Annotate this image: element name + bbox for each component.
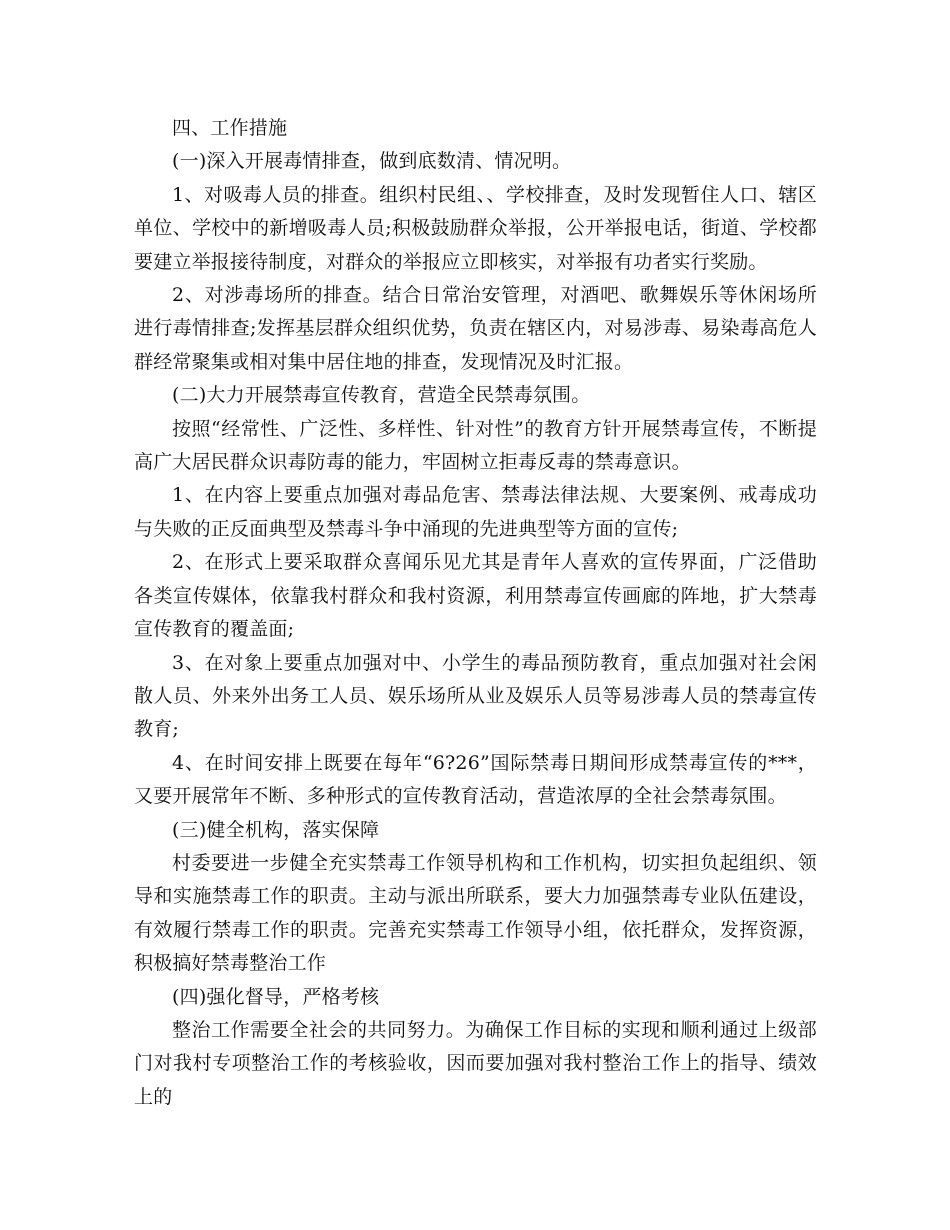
- subsection-heading: (二)大力开展禁毒宣传教育，营造全民禁毒氛围。: [172, 384, 591, 407]
- body-paragraph: 2、在形式上要采取群众喜闻乐见尤其是青年人喜欢的宣传界面，广泛借助各类宣传媒体，依靠我村群众和我村资源，利用禁毒宣传画廊的阵地，扩大禁毒宣传教育的覆盖面;: [134, 551, 817, 641]
- body-paragraph: 2、对涉毒场所的排查。结合日常治安管理，对酒吧、歌舞娱乐等休闲场所进行毒情排查;发挥基层群众组织优势，负责在辖区内，对易涉毒、易染毒高危人群经常聚集或相对集中居住地的排查，发现情况及时汇报。: [134, 284, 817, 373]
- body-paragraph: 3、在对象上要重点加强对中、小学生的毒品预防教育，重点加强对社会闲散人员、外来外出务工人员、娱乐场所从业及娱乐人员等易涉毒人员的禁毒宣传教育;: [134, 651, 817, 741]
- body-paragraph: 1、在内容上要重点加强对毒品危害、禁毒法律法规、大要案例、戒毒成功与失败的正反面典型及禁毒斗争中涌现的先进典型等方面的宣传;: [134, 484, 817, 540]
- body-paragraph: 4、在时间安排上既要在每年“6?26”国际禁毒日期间形成禁毒宣传的***，又要开展常年不断、多种形式的宣传教育活动，营造浓厚的全社会禁毒氛围。: [134, 751, 817, 808]
- document-body: [134, 112, 817, 1114]
- subsection-heading: (一)深入开展毒情排查，做到底数清、情况明。: [172, 150, 572, 173]
- subsection-heading: (三)健全机构，落实保障: [172, 818, 380, 841]
- body-paragraph: 整治工作需要全社会的共同努力。为确保工作目标的实现和顺利通过上级部门对我村专项整治工作的考核验收，因而要加强对我村整治工作上的指导、绩效上的: [134, 1018, 817, 1108]
- body-paragraph: 1、对吸毒人员的排查。组织村民组、、学校排查，及时发现暂住人口、辖区单位、学校中的新增吸毒人员;积极鼓励群众举报，公开举报电话，街道、学校都要建立举报接待制度，对群众的举报应立即核实，对举报有功者实行奖励。: [134, 183, 817, 273]
- body-paragraph: 按照“经常性、广泛性、多样性、针对性”的教育方针开展禁毒宣传，不断提高广大居民群众识毒防毒的能力，牢固树立拒毒反毒的禁毒意识。: [134, 417, 817, 474]
- body-paragraph: 村委要进一步健全充实禁毒工作领导机构和工作机构，切实担负起组织、领导和实施禁毒工作的职责。主动与派出所联系，要大力加强禁毒专业队伍建设，有效履行禁毒工作的职责。完善充实禁毒工作领导小组，依托群众，发挥资源，积极搞好禁毒整治工作: [134, 851, 817, 975]
- section-heading: 四、工作措施: [172, 117, 288, 139]
- subsection-heading: (四)强化督导，严格考核: [172, 985, 380, 1008]
